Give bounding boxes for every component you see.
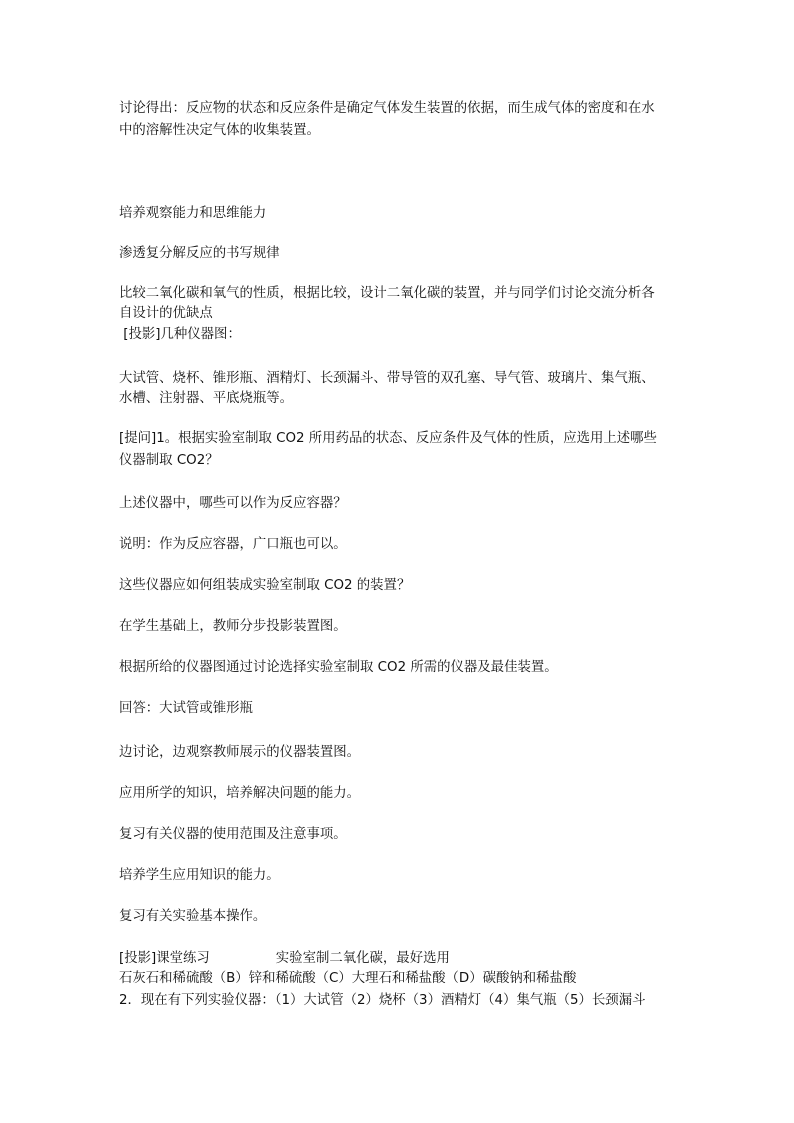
exercise-label: [投影]课堂练习	[119, 951, 210, 966]
exercise-question: 实验室制二氧化碳，最好选用	[275, 951, 450, 966]
paragraph-line: [提问]1。根据实验室制取 CO2 所用药品的状态、反应条件及气体的性质，应选用上述哪些	[119, 431, 657, 446]
paragraph-line: 讨论得出：反应物的状态和反应条件是确定气体发生装置的依据，而生成气体的密度和在水	[119, 101, 655, 116]
paragraph-line: 培养学生应用知识的能力。	[119, 868, 280, 883]
paragraph-line: 根据所给的仪器图通过讨论选择实验室制取 CO2 所需的仪器及最佳装置。	[119, 660, 558, 675]
paragraph-line: 渗透复分解反应的书写规律	[119, 246, 280, 261]
paragraph-line: 在学生基础上，教师分步投影装置图。	[119, 619, 347, 634]
paragraph-line: 这些仪器应如何组装成实验室制取 CO2 的装置？	[119, 578, 411, 593]
paragraph-line: 回答：大试管或锥形瓶	[119, 701, 253, 716]
paragraph-line: [投影]几种仪器图：	[119, 327, 241, 342]
exercise-line	[119, 950, 450, 968]
paragraph-line: 复习有关仪器的使用范围及注意事项。	[119, 827, 347, 842]
paragraph-line: 培养观察能力和思维能力	[119, 206, 267, 221]
exercise-question-2: 2．现在有下列实验仪器：（1）大试管（2）烧杯（3）酒精灯（4）集气瓶（5）长颈漏斗	[119, 993, 646, 1008]
exercise-options: 石灰石和稀硫酸（B）锌和稀硫酸（C）大理石和稀盐酸（D）碳酸钠和稀盐酸	[119, 971, 577, 986]
paragraph-line: 自设计的优缺点	[119, 306, 213, 321]
paragraph-line: 水槽、注射器、平底烧瓶等。	[119, 391, 294, 406]
paragraph-line: 大试管、烧杯、锥形瓶、酒精灯、长颈漏斗、带导管的双孔塞、导气管、玻璃片、集气瓶、	[119, 371, 655, 386]
paragraph-line: 仪器制取 CO2？	[119, 453, 219, 468]
paragraph-line: 应用所学的知识，培养解决问题的能力。	[119, 786, 361, 801]
paragraph-line: 中的溶解性决定气体的收集装置。	[119, 123, 320, 138]
paragraph-line: 说明：作为反应容器，广口瓶也可以。	[119, 537, 347, 552]
paragraph-line: 上述仪器中，哪些可以作为反应容器？	[119, 496, 347, 511]
paragraph-line: 比较二氧化碳和氧气的性质，根据比较，设计二氧化碳的装置，并与同学们讨论交流分析各	[119, 286, 655, 301]
paragraph-line: 复习有关实验基本操作。	[119, 909, 267, 924]
paragraph-line: 边讨论，边观察教师展示的仪器装置图。	[119, 745, 361, 760]
